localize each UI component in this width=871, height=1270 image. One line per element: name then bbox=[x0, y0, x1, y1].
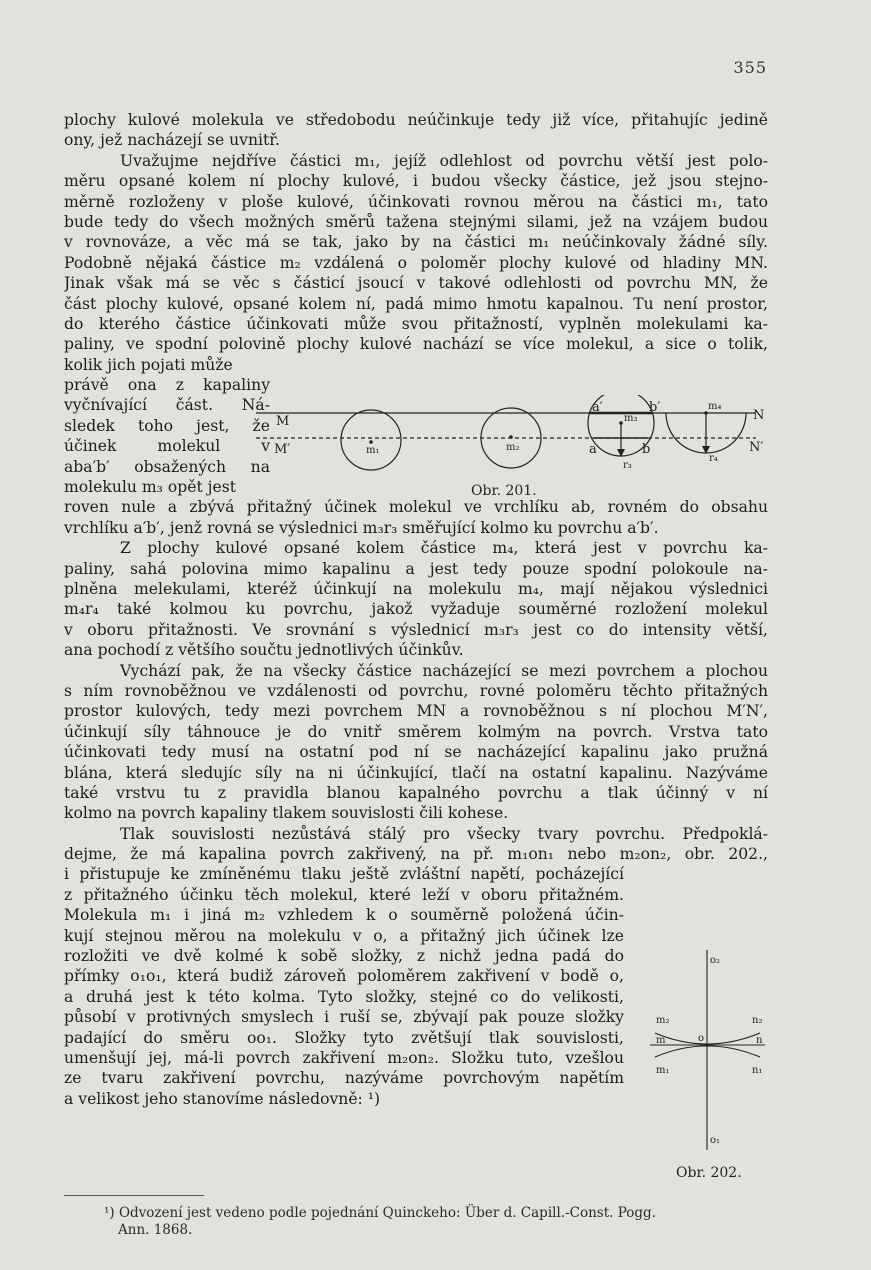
text-line: měrně rozloženy v ploše kulové, účinkovati rovnou měrou na částici m₁, tato bbox=[64, 192, 768, 211]
text-line: kují stejnou měrou na molekulu v o, a přitažný jich účinek lze bbox=[64, 926, 624, 945]
footnote-line: ¹) Odvození jest vedeno podle pojednání Quinckeho: Über d. Capill.-Const. Pogg. bbox=[104, 1205, 656, 1221]
text-line: aba′b′ obsažených na bbox=[64, 457, 270, 476]
label-N: N bbox=[753, 408, 765, 423]
text-line: Molekula m₁ i jiná m₂ vzhledem k o souměrně položená účin- bbox=[64, 906, 624, 925]
label-n2: n₂ bbox=[752, 1015, 763, 1026]
text-line: Uvažujme nejdříve částici m₁, jejíž odlehlost od povrchu větší jest polo- bbox=[120, 151, 768, 170]
text-line: bude tedy do všech možných směrů tažena stejnými silami, jež na vzájem budou bbox=[64, 212, 768, 231]
text-line: v rovnováze, a věc má se tak, jako by na částici m₁ neúčinkovaly žádné síly. bbox=[64, 233, 768, 252]
label-a: a bbox=[589, 442, 597, 457]
text-line: účinkují síly táhnouce je do vnitř směrem kolmým na povrch. Vrstva tato bbox=[64, 722, 768, 741]
text-line: s ním rovnoběžnou ve vzdálenosti od povrchu, rovné poloměru těchto přitažných bbox=[64, 681, 768, 700]
text-line: Tlak souvislosti nezůstává stálý pro všecky tvary povrchu. Předpoklá- bbox=[120, 824, 768, 843]
text-line: plněna melekulami, kteréž účinkují na molekulu m₄, mají nějakou výslednici bbox=[64, 579, 768, 598]
page-number: 355 bbox=[733, 58, 767, 77]
label-ap: a′ bbox=[592, 400, 603, 415]
text-line: plochy kulové molekula ve středobodu neúčinkuje tedy již více, přitahujíc jedině bbox=[64, 111, 768, 129]
text-line: roven nule a zbývá přitažný účinek molekul ve vrchlíku ab, rovném do obsahu bbox=[64, 498, 768, 517]
label-m2: m₂ bbox=[506, 442, 520, 453]
text-line: přímky o₁o₁, která budiž zároveň poloměrem zakřivení v bodě o, bbox=[64, 967, 624, 986]
label-M: M bbox=[276, 414, 290, 429]
text-line: účinkovati tedy musí na ostatní pod ní se nacházející kapalinu jako pružná bbox=[64, 743, 768, 762]
text-line: i přistupuje ke zmíněnému tlaku ještě zvláštní napětí, pocházející bbox=[64, 865, 624, 884]
text-line: kolmo na povrch kapaliny tlakem souvislosti čili kohese. bbox=[64, 804, 509, 823]
text-line: sledek toho jest, že bbox=[64, 416, 270, 435]
label-o2: o₂ bbox=[710, 955, 721, 966]
text-line: m₄r₄ také kolmou ku povrchu, jakož vyžaduje souměrné rozložení molekul bbox=[64, 600, 768, 619]
label-m: m bbox=[656, 1035, 666, 1046]
text-line: také vrstvu tu z pravidla blanou kapalného povrchu a tlak účinný v ní bbox=[64, 783, 768, 802]
text-line: ony, jež nacházejí se uvnitř. bbox=[64, 131, 280, 150]
text-line: prostor kulových, tedy mezi povrchem MN a rovnoběžnou s ní plochou M′N′, bbox=[64, 702, 768, 721]
text-line: působí v protivných smyslech i ruší se, zbývají pak pouze složky bbox=[64, 1008, 624, 1027]
text-line: vrchlíku a′b′, jenž rovná se výslednici m₃r₃ směřující kolmo ku povrchu a′b′. bbox=[64, 518, 659, 537]
text-line: právě ona z kapaliny bbox=[64, 376, 270, 395]
text-line: a velikost jeho stanovíme následovně: ¹) bbox=[64, 1089, 381, 1108]
text-line: měru opsané kolem ní plochy kulové, i budou všecky částice, jež jsou stejno- bbox=[64, 172, 768, 191]
text-line: Vychází pak, že na všecky částice nacházející se mezi povrchem a plochou bbox=[120, 661, 768, 680]
label-m1: m₁ bbox=[366, 445, 380, 456]
text-line: ze tvaru zakřivení povrchu, nazýváme povrchovým napětím bbox=[64, 1069, 624, 1088]
label-n: n bbox=[756, 1035, 763, 1046]
text-line: účinek molekul v bbox=[64, 437, 270, 456]
text-line: padající do směru oo₁. Složky tyto zvětšují tlak souvislosti, bbox=[64, 1028, 624, 1047]
text-line: z přitažného účinku těch molekul, které leží v oboru přitažném. bbox=[64, 885, 624, 904]
figure-202 bbox=[640, 945, 775, 1185]
footnote-line: Ann. 1868. bbox=[118, 1222, 193, 1238]
label-bp: b′ bbox=[649, 400, 661, 415]
text-line: dejme, že má kapalina povrch zakřivený, na př. m₁on₁ nebo m₂on₂, obr. 202., bbox=[64, 845, 768, 864]
text-line: paliny, ve spodní polovině plochy kulové nachází se více molekul, a sice o tolik, bbox=[64, 335, 768, 354]
label-m3: m₃ bbox=[624, 413, 638, 424]
text-line: a druhá jest k této kolma. Tyto složky, stejné co do velikosti, bbox=[64, 987, 624, 1006]
label-b: b bbox=[642, 442, 651, 457]
text-line: do kterého částice účinkovati může svou přitažností, vyplněn molekulami ka- bbox=[64, 314, 768, 333]
label-Np: N′ bbox=[749, 440, 764, 455]
label-n1: n₁ bbox=[752, 1065, 763, 1076]
label-r3: r₃ bbox=[623, 460, 632, 471]
text-line: blána, která sledujíc síly na ni účinkující, tlačí na ostatní kapalinu. Nazýváme bbox=[64, 763, 768, 782]
sphere-m1 bbox=[341, 410, 401, 470]
text-line: Z plochy kulové opsané kolem částice m₄, která jest v povrchu ka- bbox=[120, 539, 768, 558]
text-line: molekulu m₃ opět jest bbox=[64, 478, 237, 497]
figure-201 bbox=[256, 395, 771, 505]
text-line: ana pochodí z většího součtu jednotlivých účinkův. bbox=[64, 641, 464, 660]
label-o1: o₁ bbox=[710, 1135, 721, 1146]
text-line: umenšují jej, má-li povrch zakřivení m₂on₂. Složku tuto, vzešlou bbox=[64, 1048, 624, 1067]
label-r4: r₄ bbox=[709, 453, 718, 464]
label-m4: m₄ bbox=[708, 401, 722, 412]
figure-201-caption: Obr. 201. bbox=[471, 483, 537, 499]
label-Mp: M′ bbox=[274, 442, 291, 457]
text-line: Podobně nějaká částice m₂ vzdálená o poloměr plochy kulové od hladiny MN. bbox=[64, 253, 768, 272]
text-line: paliny, sahá polovina mimo kapalinu a jest tedy pouze spodní polokoule na- bbox=[64, 559, 768, 578]
label-m2: m₂ bbox=[656, 1015, 670, 1026]
text-line: rozložiti ve dvě kolmé k sobě složky, z nichž jedna padá do bbox=[64, 947, 624, 966]
text-line: kolik jich pojati může bbox=[64, 355, 233, 374]
text-line: v oboru přitažnosti. Ve srovnání s výslednicí m₃r₃ jest co do intensity větší, bbox=[64, 620, 768, 639]
text-line: vyčnívající část. Ná- bbox=[64, 396, 270, 415]
figure-202-caption: Obr. 202. bbox=[676, 1165, 742, 1181]
text-line: Jinak však má se věc s částicí jsoucí v takové odlehlosti od povrchu MN, že bbox=[64, 274, 768, 293]
footnote bbox=[104, 1205, 784, 1239]
text-line: část plochy kulové, opsané kolem ní, padá mimo hmotu kapalnou. Tu není prostor, bbox=[64, 294, 768, 313]
label-m1: m₁ bbox=[656, 1065, 670, 1076]
label-o: o bbox=[698, 1033, 705, 1044]
footnote-divider bbox=[64, 1195, 204, 1196]
